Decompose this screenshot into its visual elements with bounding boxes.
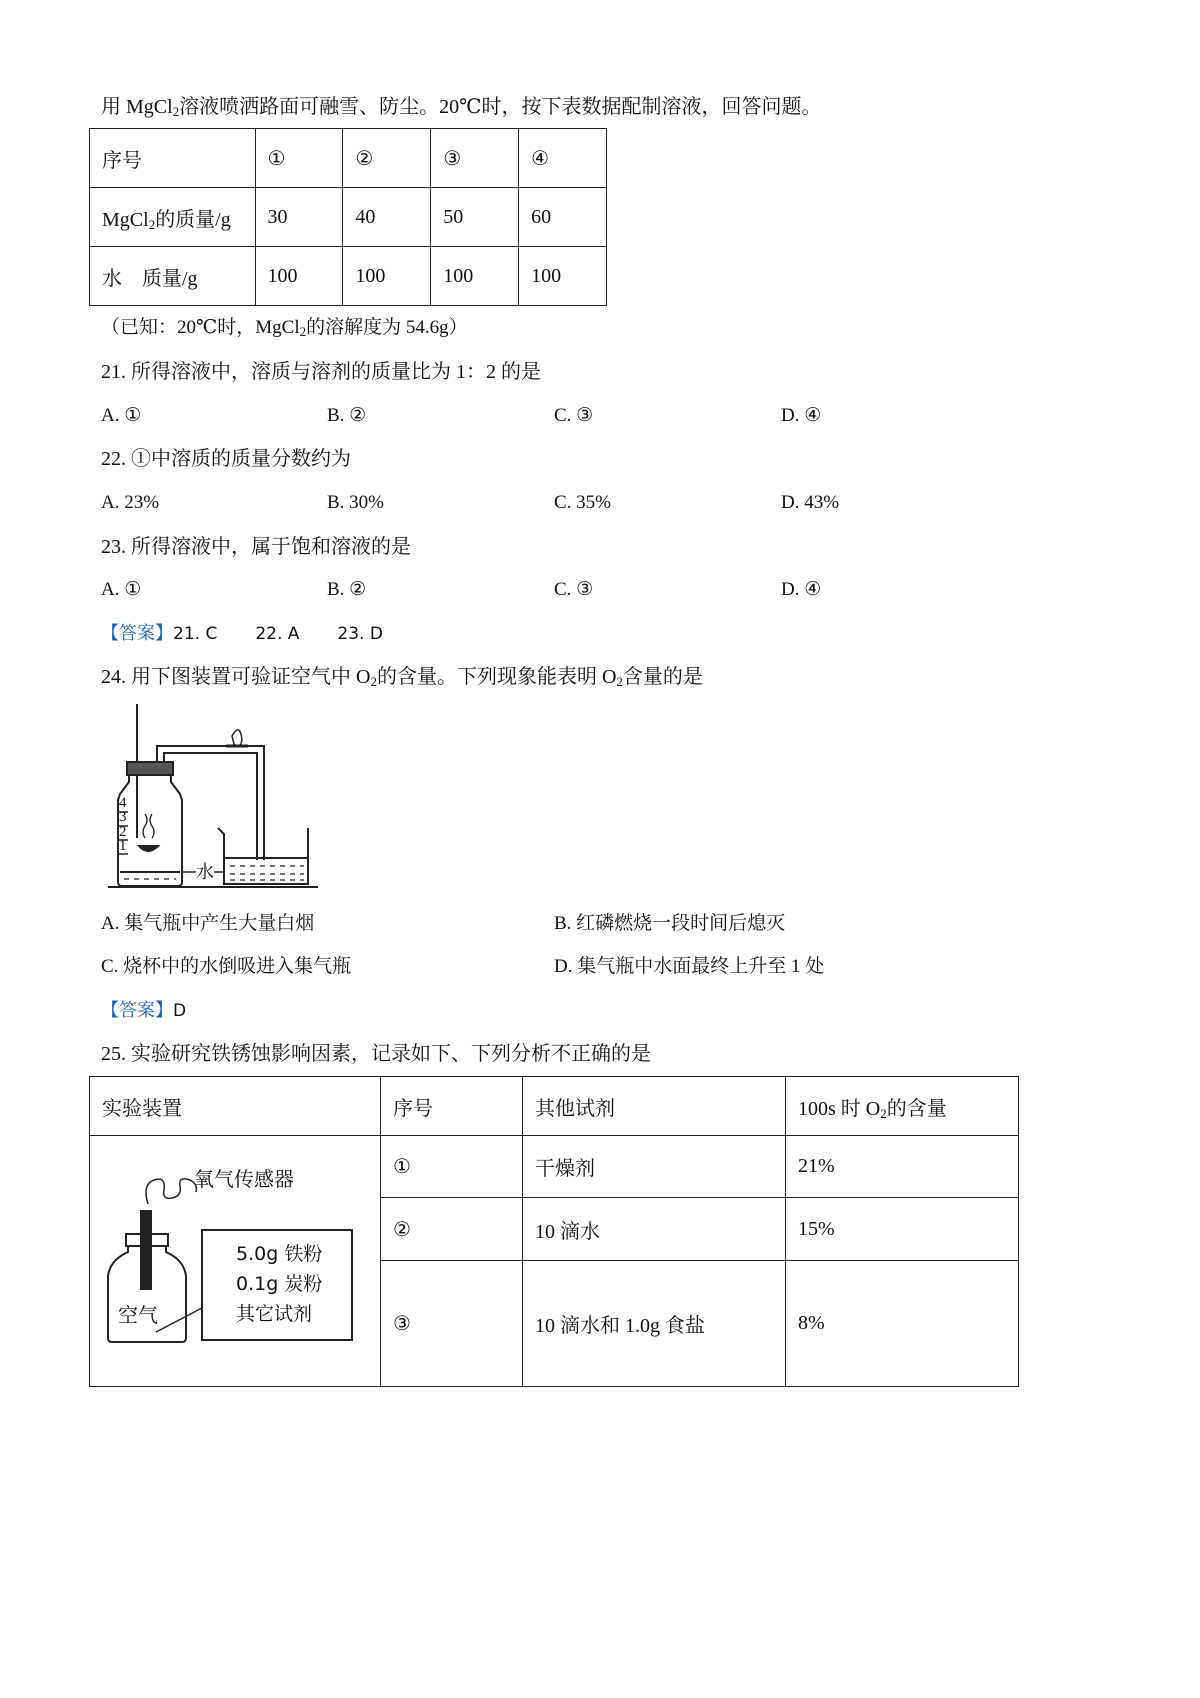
q21-option-b[interactable]: B. ② bbox=[327, 405, 367, 426]
table2-row3-index: ③ bbox=[381, 1261, 523, 1387]
q21-option-a[interactable]: A. ① bbox=[101, 405, 142, 426]
table2-header-apparatus: 实验装置 bbox=[90, 1077, 381, 1136]
table2-row2-reagent: 10 滴水 bbox=[523, 1198, 786, 1261]
table2-header-o2 bbox=[786, 1077, 1019, 1136]
q24-option-b[interactable]: B. 红磷燃烧一段时间后熄灭 bbox=[554, 913, 786, 934]
rust-experiment-table bbox=[89, 1076, 1019, 1387]
table1-mass-4: 60 bbox=[519, 188, 607, 247]
q24-option-c[interactable]: C. 烧杯中的水倒吸进入集气瓶 bbox=[101, 956, 352, 977]
mass-label-sub: 2 bbox=[148, 216, 156, 232]
connecting-tube-inner bbox=[164, 753, 257, 860]
sensor-cable bbox=[146, 1179, 196, 1204]
scale-label-2: 2 bbox=[119, 824, 127, 840]
intro-text bbox=[101, 97, 822, 117]
table2-row1-index: ① bbox=[381, 1136, 523, 1198]
table2-apparatus-cell bbox=[90, 1136, 381, 1387]
q24-stem-pre: 24. 用下图装置可验证空气中 O bbox=[101, 666, 371, 688]
scale-label-1: 1 bbox=[119, 838, 127, 854]
q22-option-b[interactable]: B. 30% bbox=[327, 492, 384, 513]
table1-water-label: 水 质量/g bbox=[90, 247, 256, 306]
answer-tag: 【答案】 bbox=[101, 623, 173, 643]
table1-water-4: 100 bbox=[519, 247, 607, 306]
question-24-stem bbox=[101, 667, 703, 687]
q23-option-b[interactable]: B. ② bbox=[327, 579, 367, 600]
table1-header-2: ② bbox=[343, 129, 431, 188]
question-21-stem: 21. 所得溶液中，溶质与溶剂的质量比为 1：2 的是 bbox=[101, 361, 541, 383]
table1-water-3: 100 bbox=[431, 247, 519, 306]
question-25-stem: 25. 实验研究铁锈蚀影响因素，记录如下、下列分析不正确的是 bbox=[101, 1043, 651, 1065]
table2-header-o2-sub: 2 bbox=[880, 1105, 887, 1121]
answer-24-value: D bbox=[173, 1001, 187, 1021]
q23-option-d[interactable]: D. ④ bbox=[781, 579, 822, 600]
table1-mass-2: 40 bbox=[343, 188, 431, 247]
box-line-3: 其它试剂 bbox=[236, 1303, 313, 1325]
note-pre: （已知：20℃时，MgCl bbox=[101, 317, 300, 338]
q24-stem-post: 含量的是 bbox=[622, 666, 703, 688]
q21-option-c[interactable]: C. ③ bbox=[554, 405, 594, 426]
table2-header-index: 序号 bbox=[381, 1077, 523, 1136]
answer-21: 21. C bbox=[173, 624, 218, 644]
scale-label-4: 4 bbox=[119, 795, 127, 811]
clamp-icon bbox=[232, 730, 242, 746]
q22-option-c[interactable]: C. 35% bbox=[554, 492, 611, 513]
table2-row3-reagent: 10 滴水和 1.0g 食盐 bbox=[523, 1261, 786, 1387]
answer-24-tag: 【答案】 bbox=[101, 1000, 173, 1020]
table1-header-4: ④ bbox=[519, 129, 607, 188]
box-line-1: 5.0g 铁粉 bbox=[236, 1243, 323, 1265]
q24-option-a[interactable]: A. 集气瓶中产生大量白烟 bbox=[101, 913, 315, 934]
table1-mass-label bbox=[90, 188, 256, 247]
combustion-spoon bbox=[139, 846, 158, 851]
table1-water-2: 100 bbox=[343, 247, 431, 306]
oxygen-sensor-apparatus-figure bbox=[90, 1136, 366, 1386]
q21-option-d[interactable]: D. ④ bbox=[781, 405, 822, 426]
q22-option-a[interactable]: A. 23% bbox=[101, 492, 160, 513]
table1-header-index: 序号 bbox=[90, 129, 256, 188]
q24-option-d[interactable]: D. 集气瓶中水面最终上升至 1 处 bbox=[554, 956, 825, 977]
q23-option-a[interactable]: A. ① bbox=[101, 579, 142, 600]
table1-header-3: ③ bbox=[431, 129, 519, 188]
intro-text-sub: 2 bbox=[172, 104, 180, 119]
jar-stopper bbox=[127, 762, 173, 775]
scale-label-3: 3 bbox=[119, 809, 127, 825]
box-line-2: 0.1g 炭粉 bbox=[236, 1273, 323, 1295]
table2-row3-o2: 8% bbox=[786, 1261, 1019, 1387]
solubility-note bbox=[101, 318, 468, 337]
oxygen-sensor-label: 氧气传感器 bbox=[194, 1167, 294, 1191]
air-label: 空气 bbox=[118, 1303, 158, 1327]
answer-21-23 bbox=[101, 624, 383, 643]
table2-header-o2-post: 的含量 bbox=[886, 1097, 947, 1120]
q24-stem-mid: 的含量。下列现象能表明 O bbox=[376, 666, 617, 688]
table2-row2-index: ② bbox=[381, 1198, 523, 1261]
note-post: 的溶解度为 54.6g） bbox=[306, 317, 468, 338]
gas-jar bbox=[118, 774, 182, 886]
note-sub: 2 bbox=[299, 324, 307, 339]
table2-row1-reagent: 干燥剂 bbox=[523, 1136, 786, 1198]
q24-stem-sub1: 2 bbox=[370, 674, 377, 689]
water-label: 水 bbox=[196, 862, 214, 883]
table2-row1-o2: 21% bbox=[786, 1136, 1019, 1198]
oxygen-apparatus-figure bbox=[100, 700, 325, 895]
mass-label-post: 的质量/g bbox=[155, 208, 231, 231]
table2-header-reagent: 其他试剂 bbox=[523, 1077, 786, 1136]
smoke-curl-2 bbox=[150, 814, 154, 838]
table2-row2-o2: 15% bbox=[786, 1198, 1019, 1261]
question-22-stem: 22. ①中溶质的质量分数约为 bbox=[101, 448, 351, 470]
table1-mass-3: 50 bbox=[431, 188, 519, 247]
solution-table bbox=[89, 128, 607, 306]
question-23-stem: 23. 所得溶液中，属于饱和溶液的是 bbox=[101, 536, 411, 558]
table1-mass-1: 30 bbox=[255, 188, 343, 247]
intro-text-pre: 用 MgCl bbox=[101, 96, 173, 118]
answer-23: 23. D bbox=[337, 624, 383, 644]
table2-header-o2-pre: 100s 时 O bbox=[798, 1097, 881, 1120]
leader-line bbox=[156, 1308, 202, 1332]
answer-22: 22. A bbox=[255, 624, 300, 644]
table1-water-1: 100 bbox=[255, 247, 343, 306]
table1-header-1: ① bbox=[255, 129, 343, 188]
oxygen-sensor-probe bbox=[140, 1210, 152, 1290]
q24-stem-sub2: 2 bbox=[616, 674, 623, 689]
intro-text-post: 溶液喷洒路面可融雪、防尘。20℃时，按下表数据配制溶液，回答问题。 bbox=[179, 96, 822, 118]
mass-label-pre: MgCl bbox=[102, 208, 149, 231]
smoke-curl-1 bbox=[143, 814, 147, 838]
answer-24 bbox=[101, 1001, 186, 1020]
q23-option-c[interactable]: C. ③ bbox=[554, 579, 594, 600]
q22-option-d[interactable]: D. 43% bbox=[781, 492, 840, 513]
